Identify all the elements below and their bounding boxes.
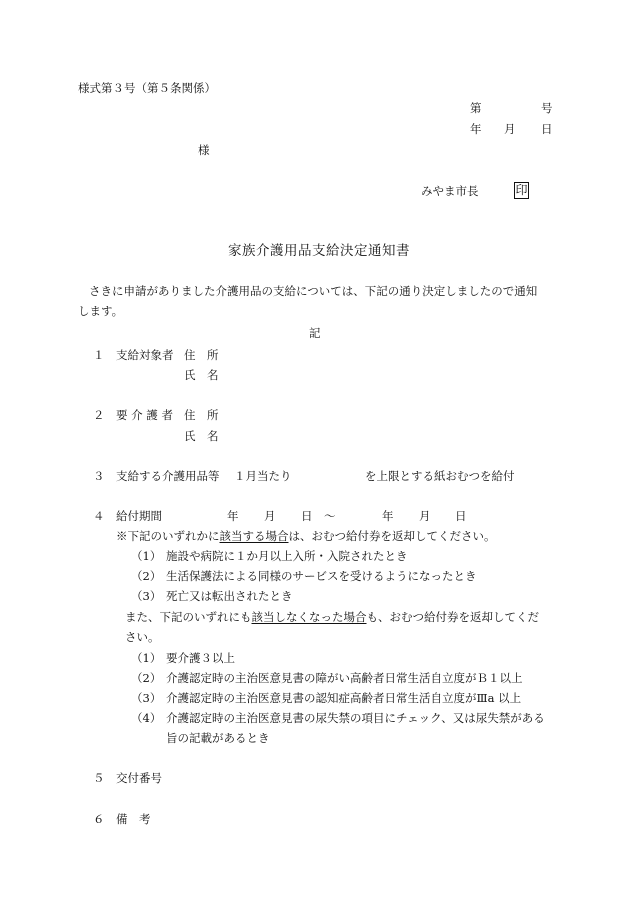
return-note-2-cont: さい。 [125,630,160,644]
list1-item-2-number: （2） [131,569,162,583]
item2-label: 要 介 護 者 [116,408,173,422]
item4-number: ４ [93,509,105,523]
list2-item-2-text: 介護認定時の主治医意見書の障がい高齢者日常生活自立度がＢ１以上 [166,671,523,685]
list1-item-3-text: 死亡又は転出されたとき [166,589,293,603]
item2-name-label: 氏 名 [184,429,219,443]
document-title: 家族介護用品支給決定通知書 [228,243,410,259]
item5-label: 交付番号 [116,771,162,785]
item3-rest: を上限とする紙おむつを給付 [365,469,515,483]
list2-item-2-number: （2） [131,671,162,685]
list1-item-3-number: （3） [131,589,162,603]
date-month: 月 [504,122,516,136]
item2-address-label: 住 所 [184,408,219,422]
intro-line-1: さきに申請がありました介護用品の支給については、下記の通り決定しましたので通知 [89,284,538,298]
list1-item-1-number: （1） [131,549,162,563]
item5-number: ５ [93,771,105,785]
list2-item-4-text: 介護認定時の主治医意見書の尿失禁の項目にチェック、又は尿失禁がある [166,711,545,725]
list2-item-4-number: （4） [131,711,162,725]
period-end-month: 月 [419,509,431,523]
return-note-1: ※下記のいずれかに該当する場合は、おむつ給付券を返却してください。 [116,529,496,543]
return-note-2: また、下記のいずれにも該当しなくなった場合も、おむつ給付券を返却してくだ [125,610,539,624]
issuer: みやま市長 [421,184,479,198]
item1-number: １ [93,348,105,362]
item6-label: 備 考 [116,812,151,826]
period-start-year: 年 [227,509,239,523]
item3-label: 支給する介護用品等 [116,469,220,483]
item3-per-month: １月当たり [234,469,292,483]
item4-label: 給付期間 [116,509,162,523]
list2-item-1-text: 要介護３以上 [166,651,235,665]
item2-number: ２ [93,408,105,422]
period-end-day: 日 [455,509,467,523]
list2-item-1-number: （1） [131,651,162,665]
list2-item-4-cont: 旨の記載があるとき [166,731,270,745]
intro-line-2: します。 [78,304,124,318]
item1-label: 支給対象者 [116,348,174,362]
period-tilde: ～ [324,509,336,523]
list1-item-2-text: 生活保護法による同様のサービスを受けるようになったとき [166,569,477,583]
date-year: 年 [470,122,482,136]
item1-name-label: 氏 名 [184,368,219,382]
form-number: 様式第３号（第５条関係） [78,81,216,95]
number-suffix: 号 [541,101,553,115]
number-prefix: 第 [470,101,482,115]
addressee-suffix: 様 [198,143,210,157]
period-end-year: 年 [382,509,394,523]
date-day: 日 [541,122,553,136]
list1-item-1-text: 施設や病院に１か月以上入所・入院されたとき [166,549,408,563]
period-start-month: 月 [264,509,276,523]
period-start-day: 日 [301,509,313,523]
item6-number: ６ [93,812,105,826]
list2-item-3-text: 介護認定時の主治医意見書の認知症高齢者日常生活自立度がⅢa 以上 [166,691,522,705]
seal-mark: 印 [515,183,528,197]
list2-item-3-number: （3） [131,691,162,705]
item1-address-label: 住 所 [184,348,219,362]
item3-number: ３ [93,469,105,483]
ki-heading: 記 [309,326,321,340]
